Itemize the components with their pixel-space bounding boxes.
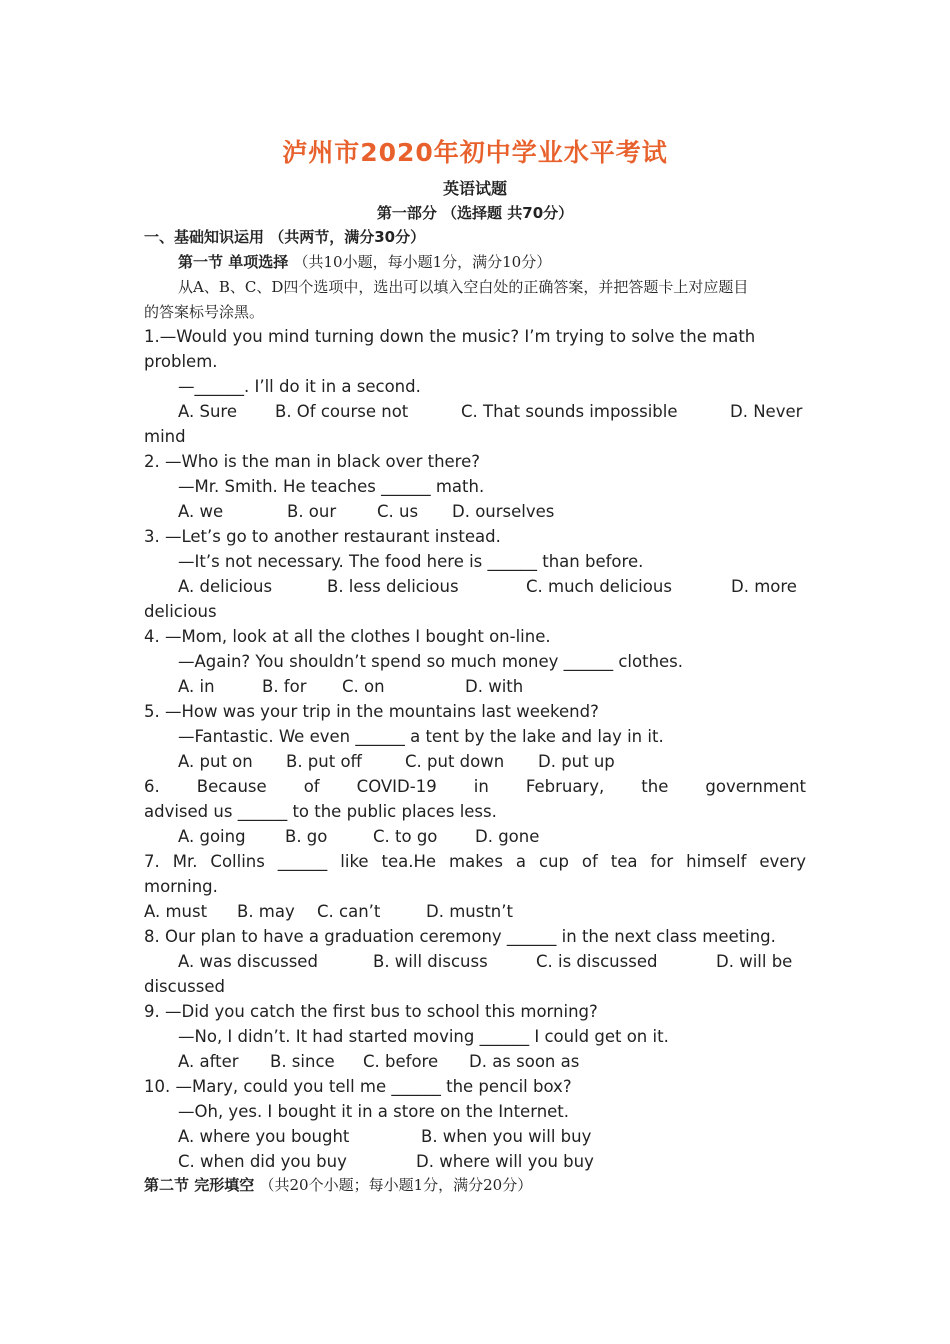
q5-option-c: C. put down: [405, 752, 505, 771]
q6-option-c: C. to go: [373, 827, 438, 846]
q1-stem: 1.—Would you mind turning down the music? I’m trying to solve the math: [144, 327, 756, 346]
exam-subtitle: 英语试题: [442, 179, 507, 198]
q9-option-b: B. since: [270, 1052, 335, 1071]
q7-option-c: C. can’t: [317, 902, 381, 921]
q3-option-d-cont: delicious: [144, 602, 217, 621]
q7-stem: 7. Mr. Collins ______ like tea.He makes a cup of tea for himself every: [144, 852, 806, 871]
q6-option-d: D. gone: [475, 827, 540, 846]
q7-option-b: B. may: [237, 902, 295, 921]
q8-option-b: B. will discuss: [373, 952, 488, 971]
section2-heading-rest: （共20个小题；每小题1分，满分20分）: [259, 1176, 533, 1194]
q1-option-d: D. Never: [730, 402, 803, 421]
q3-stem: 3. —Let’s go to another restaurant instead.: [144, 527, 501, 546]
subheading-rest: （共10小题，每小题1分，满分10分）: [293, 253, 552, 271]
q4-option-d: D. with: [465, 677, 524, 696]
q5-option-b: B. put off: [286, 752, 362, 771]
q4-stem: 4. —Mom, look at all the clothes I bought on-line.: [144, 627, 551, 646]
q5-option-a: A. put on: [178, 752, 253, 771]
q3-option-a: A. delicious: [178, 577, 273, 596]
q2-stem: 2. —Who is the man in black over there?: [144, 452, 481, 471]
q5-reply: —Fantastic. We even ______ a tent by the lake and lay in it.: [178, 727, 664, 746]
section2-heading: [144, 1174, 532, 1196]
q3-reply: —It’s not necessary. The food here is ______ than before.: [178, 552, 644, 571]
q3-option-d: D. more: [731, 577, 797, 596]
q4-reply: —Again? You shouldn’t spend so much money ______ clothes.: [178, 652, 684, 671]
q9-option-c: C. before: [363, 1052, 439, 1071]
q4-option-c: C. on: [342, 677, 385, 696]
q1-reply: —______. I’ll do it in a second.: [178, 377, 421, 396]
q8-option-d-cont: discussed: [144, 977, 226, 996]
q7-stem-cont: morning.: [144, 877, 218, 896]
exam-title: 泸州市2020年初中学业水平考试: [282, 138, 668, 167]
q6-stem: 6. Because of COVID-19 in February, the government: [144, 777, 806, 796]
q10-option-c: C. when did you buy: [178, 1152, 347, 1171]
q3-option-c: C. much delicious: [526, 577, 672, 596]
q1-option-b: B. Of course not: [275, 402, 409, 421]
q4-option-a: A. in: [178, 677, 215, 696]
q9-reply: —No, I didn’t. It had started moving ______ I could get on it.: [178, 1027, 669, 1046]
q8-stem: 8. Our plan to have a graduation ceremony ______ in the next class meeting.: [144, 927, 776, 946]
q7-option-d: D. mustn’t: [426, 902, 513, 921]
q8-option-c: C. is discussed: [536, 952, 658, 971]
q10-option-d: D. where will you buy: [416, 1152, 594, 1171]
q7-option-a: A. must: [144, 902, 208, 921]
q2-option-d: D. ourselves: [452, 502, 555, 521]
q10-reply: —Oh, yes. I bought it in a store on the Internet.: [178, 1102, 570, 1121]
q6-option-b: B. go: [285, 827, 328, 846]
instruction-line-2: 的答案标号涂黑。: [144, 303, 265, 321]
subheading-bold: 第一节 单项选择: [178, 253, 289, 271]
q10-stem: 10. —Mary, could you tell me ______ the pencil box?: [144, 1077, 572, 1096]
q1-option-d-cont: mind: [144, 427, 186, 446]
q1-stem-cont: problem.: [144, 352, 218, 371]
q9-option-a: A. after: [178, 1052, 239, 1071]
q2-reply: —Mr. Smith. He teaches ______ math.: [178, 477, 485, 496]
section1-heading: 一、基础知识运用 （共两节，满分30分）: [144, 228, 426, 246]
q5-option-d: D. put up: [538, 752, 615, 771]
q2-option-a: A. we: [178, 502, 224, 521]
q10-option-a: A. where you bought: [178, 1127, 350, 1146]
q10-option-b: B. when you will buy: [421, 1127, 592, 1146]
q4-option-b: B. for: [262, 677, 307, 696]
q8-option-a: A. was discussed: [178, 952, 318, 971]
q2-option-c: C. us: [377, 502, 419, 521]
q2-option-b: B. our: [287, 502, 337, 521]
instruction-line-1: 从A、B、C、D四个选项中，选出可以填入空白处的正确答案，并把答题卡上对应题目: [178, 278, 749, 296]
q9-stem: 9. —Did you catch the first bus to school this morning?: [144, 1002, 598, 1021]
q9-option-d: D. as soon as: [469, 1052, 580, 1071]
q6-option-a: A. going: [178, 827, 246, 846]
q3-option-b: B. less delicious: [327, 577, 459, 596]
section2-heading-bold: 第二节 完形填空: [144, 1176, 255, 1194]
q8-option-d: D. will be: [716, 952, 793, 971]
section1-subheading: [178, 251, 551, 273]
q5-stem: 5. —How was your trip in the mountains last weekend?: [144, 702, 599, 721]
q1-option-c: C. That sounds impossible: [461, 402, 678, 421]
q1-option-a: A. Sure: [178, 402, 237, 421]
part-title: 第一部分 （选择题 共70分）: [376, 204, 574, 222]
q6-stem-cont: advised us ______ to the public places less.: [144, 802, 497, 821]
